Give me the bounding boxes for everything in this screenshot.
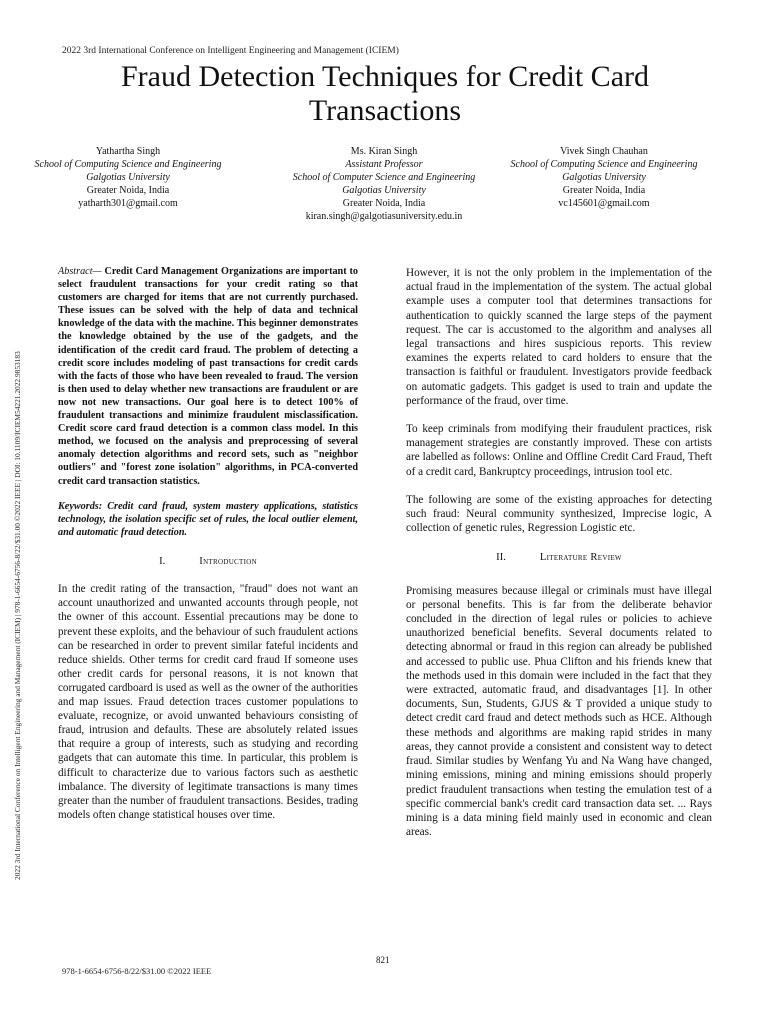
author-role: Assistant Professor [345,159,423,170]
section-title: Literature Review [539,552,622,564]
author-university: Galgotias University [562,172,646,183]
author-dept: School of Computer Science and Engineering [292,172,476,183]
author-dept: School of Computing Science and Engineering [34,159,222,170]
author-dept: School of Computing Science and Engineering [510,159,698,170]
abstract [58,265,358,488]
author-name: Yathartha Singh [95,146,161,157]
body-paragraph: To keep criminals from modifying their fraudulent practices, risk management strategies are constantly improved. These con artists are labelled as follows: Online and Offline Credit Card Fraud, Theft of a credit card, Bankruptcy proceedings, intrusion tool etc. [406,423,712,478]
author-email[interactable]: vc145601@gmail.com [558,198,650,209]
copyright-footer: 978-1-6654-6756-8/22/$31.00 ©2022 IEEE [62,966,212,976]
author-name: Ms. Kiran Singh [350,146,418,157]
section-heading-introduction [58,555,358,568]
left-column [58,265,358,822]
paper-title: Fraud Detection Techniques for Credit Card Transactions [120,60,650,127]
page-number: 821 [376,955,390,965]
author-city: Greater Noida, India [342,198,426,209]
keywords-lead: Keywords: [58,500,103,512]
keywords [58,500,358,539]
section-number: II. [496,552,506,564]
introduction-paragraph: In the credit rating of the transaction, "fraud" does not want an account unauthorized and unwanted accounts through people, not the owner of this account. Essential precautions may be done to prevent these exploits, and the behaviour of such fraudulent actions can be researched in order to prevent similar fateful incidents and reduce shields. Other terms for credit card fraud If someone uses other credit cards for personal reasons, it is not known that corrugated cardboard is used as well as the owner of the authorities and map issues. Fraud detection traces customer populations to evaluate, recognize, or avoid unwanted behaviours consisting of fraud, intrusion and defaults. These are absolutely related issues that require a group of interests, such as studying and recording gadgets that can automate this time. In particular, this problem is difficult to characterize due to various factors such as aesthetic imbalance. The diversity of legitimate transactions is many times greater than the number of fraudulent transactions. Besides, trading models often change statistical houses over time. [58,583,358,821]
body-paragraph: The following are some of the existing approaches for detecting such fraud: Neural community synthesized, Imprecise logic, A collection of genetic rules, Regression Logistic etc. [406,493,712,535]
section-title: Introduction [199,555,257,567]
author-university: Galgotias University [342,185,426,196]
doi-side-strip: 2022 3rd International Conference on Intelligent Engineering and Management (ICIEM) | 978-1-6654-6756-8/22/$31.00 ©2022 IEEE | DOI: 10.1109/ICIEM54221.2022.9853183 [13,351,22,880]
section-number: I. [159,555,166,567]
author-block-2 [274,145,494,223]
conference-header: 2022 3rd International Conference on Intelligent Engineering and Management (ICIEM) [62,46,399,56]
literature-review-paragraph: Promising measures because illegal or criminals must have illegal or personal benefits. This is far from the deliberate behavior concluded in the direction of legal rules or policies to achieve unauthorized beneficial benefits. Several documents related to detecting abnormal or fraud in this region can already be published and accessed to public use. Phua Clifton and his friends knew that the methods used in this domain were included in the fact that they were extracted, automatic fraud, and disadvantages [1]. In other documents, Sun, Students, GJUS & T provided a unique study to detect credit card fraud and detect methods such as HCE. Although these methods and algorithms are making rapid strides in many areas, they cannot provide a consistent and consistent way to detect fraud. Similar studies by Wenfang Yu and Na Wang have changed, mining emissions, mining and mining emissions should properly predict fraudulent transactions when testing the emulation test of a specific commercial bank's credit card transaction data set. ... Rays mining is a data mining field mainly used in economic and clean areas. [406,584,712,839]
section-heading-literature-review [406,551,712,565]
abstract-body: Credit Card Management Organizations are important to select fraudulent transactions for your credit rating so that customers are charged for items that are not currently purchased. These issues can be solved with the help of data and technical knowledge of the data with the machine. This beginner demonstrates the knowledge obtained by the use of the gadgets, and the identification of the credit card fraud. The problem of detecting a credit score includes modeling of past transactions for credit cards with the facts of those who have been revealed to fraud. The version is then used to delay whether new transactions are fraudulent or are now not new transactions. Our goal here is to detect 100% of fraudulent transactions and minimize fraudulent misclassification. Credit score card fraud detection is a common class model. In this method, we focused on the analysis and preprocessing of several anomaly detection algorithms and record sets, such as "neighbor outliers" and "forest zone isolation" algorithms, in PCA-converted credit card transaction statistics. [58,266,358,487]
right-column [406,266,712,839]
author-email[interactable]: yatharth301@gmail.com [78,198,178,209]
keywords-body: Credit card fraud, system mastery applications, statistics technology, the isolation specific set of rules, the local outlier element, and automatic fraud detection. [58,500,358,538]
author-block-1 [18,145,238,210]
author-university: Galgotias University [86,172,170,183]
author-name: Vivek Singh Chauhan [560,146,648,157]
author-block-3 [494,145,714,210]
body-paragraph: However, it is not the only problem in the implementation of the actual fraud in the implementation of the system. The actual global example uses a computer tool that determines transactions for authentication to quickly scanned the large steps of the payment request. The car is accustomed to the algorithm and analyses all legal transactions and hires suspicious reports. This review examines the experts related to card holders to ensure that the transaction is faithful or fraudulent. Investigators provide feedback on automatic gadgets. This gadget is used to train and update the performance of the fraud, over time. [406,267,712,407]
author-city: Greater Noida, India [86,185,170,196]
author-city: Greater Noida, India [562,185,646,196]
author-email[interactable]: kiran.singh@galgotiasuniversity.edu.in [305,211,463,222]
abstract-lead: Abstract— [58,266,102,277]
